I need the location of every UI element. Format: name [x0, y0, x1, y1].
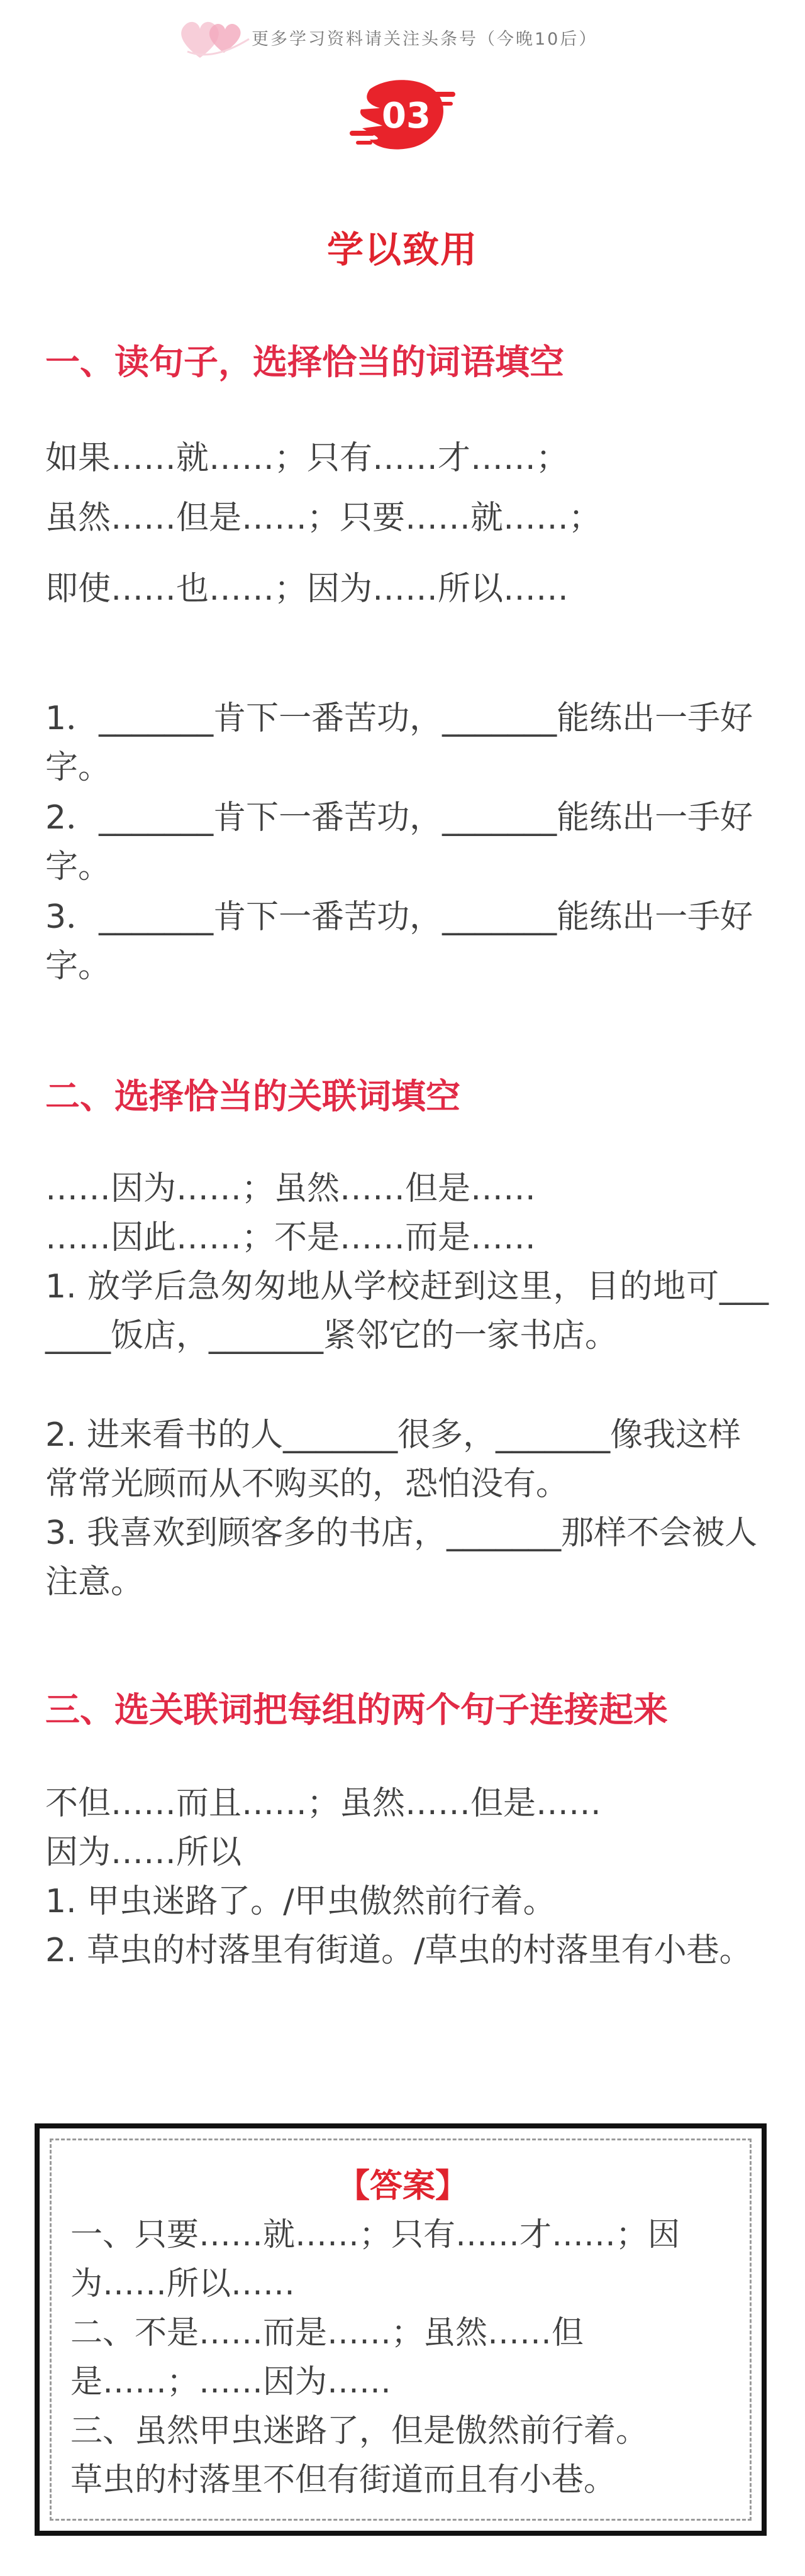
- answer-line-2: 二、不是……而是……；虽然……但是……；……因为……: [70, 2315, 584, 2401]
- section-2-title: 二、选择恰当的关联词填空: [45, 1076, 461, 1116]
- section-3-option-2: 因为……所以: [45, 1834, 242, 1871]
- section-2-option-2: ……因此……；不是……而是……: [45, 1219, 536, 1257]
- section-1-question-2: 2．_______肯下一番苦功，_______能练出一手好字。: [45, 799, 753, 886]
- section-2-question-3: 3. 我喜欢到顾客多的书店，_______那样不会被人注意。: [45, 1514, 758, 1601]
- section-2-question-1: 1. 放学后急匆匆地从学校赶到这里，目的地可_______饭店，_______紧邻它的一家书店。: [45, 1268, 769, 1355]
- answer-title: 【答案】: [336, 2167, 468, 2205]
- section-3-title: 三、选关联词把每组的两个句子连接起来: [45, 1690, 669, 1730]
- section-2-option-1: ……因为……；虽然……但是……: [45, 1170, 536, 1208]
- section-1-question-3: 3．_______肯下一番苦功，_______能练出一手好字。: [45, 898, 753, 985]
- section-1-question-1: 1．_______肯下一番苦功，_______能练出一手好字。: [45, 700, 753, 786]
- page-title: 学以致用: [326, 228, 478, 271]
- section-number-badge: [345, 70, 464, 171]
- badge-number: 03: [382, 96, 431, 136]
- hearts-icon: [175, 14, 257, 64]
- section-3-option-1: 不但……而且……；虽然……但是……: [45, 1785, 602, 1822]
- section-1-title: 一、读句子，选择恰当的词语填空: [45, 342, 565, 382]
- section-3-question-1: 1. 甲虫迷路了。/甲虫傲然前行着。: [45, 1883, 556, 1920]
- section-1-option-3: 即使……也……；因为……所以……: [45, 570, 569, 608]
- section-2-question-2: 2. 进来看书的人_______很多，_______像我这样常常光顾而从不购买的，恐怕没有。: [45, 1416, 741, 1503]
- promo-text: 更多学习资料请关注头条号（今晚10后）: [252, 30, 598, 49]
- header-promo: [0, 8, 805, 67]
- answer-line-4: 草虫的村落里不但有街道而且有小巷。: [70, 2462, 616, 2499]
- answer-line-3: 三、虽然甲虫迷路了，但是傲然前行着。: [70, 2413, 648, 2450]
- section-1-option-1: 如果……就……；只有……才……；: [45, 439, 569, 477]
- section-1-option-2: 虽然……但是……；只要……就……；: [45, 499, 602, 537]
- section-3-question-2: 2. 草虫的村落里有街道。/草虫的村落里有小巷。: [45, 1932, 752, 1969]
- answer-line-1: 一、只要……就……；只有……才……；因为……所以……: [70, 2216, 680, 2303]
